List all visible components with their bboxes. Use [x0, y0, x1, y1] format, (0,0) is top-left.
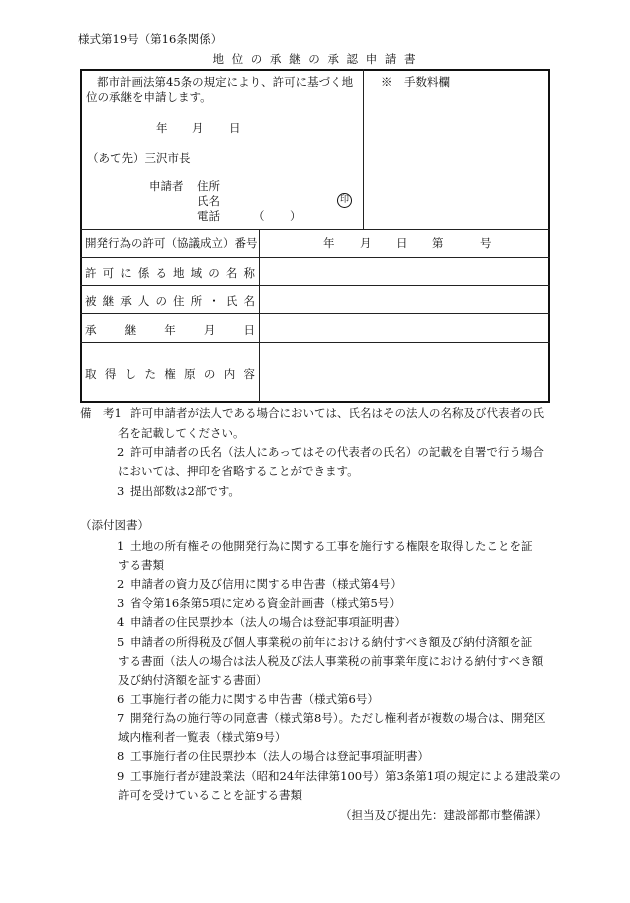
address-label: 住所 [197, 179, 220, 193]
application-statement-cont: 位の承継を申請します。 [86, 90, 212, 104]
attachment-text: 土地の所有権その他開発行為に関する工事を施行する権限を取得したことを証 [130, 539, 533, 553]
table-rule [80, 229, 550, 230]
permit-go-label: 号 [480, 236, 492, 250]
table-rule [80, 285, 550, 286]
remark-3-number: 3 [117, 484, 125, 498]
table-rule [80, 313, 550, 314]
attachment-number: 5 [117, 635, 125, 649]
application-statement: 都市計画法第45条の規定により、許可に基づく地 [97, 75, 354, 89]
contact-info: （担当及び提出先：建設部都市整備課） [340, 808, 547, 822]
label-column-divider [259, 229, 260, 402]
name-label: 氏名 [197, 194, 220, 208]
succession-date-label: 承 継 年 月 日 [85, 323, 255, 337]
area-name-label: 許 可 に 係 る 地 域 の 名 称 [85, 266, 255, 280]
remarks-heading: 備 考1 [80, 406, 122, 420]
acquired-rights-label: 取 得 し た 権 原 の 内 容 [85, 367, 255, 381]
phone-paren-open: （ [253, 209, 265, 223]
remark-1-text-cont: 名を記載してください。 [118, 426, 245, 440]
predecessor-label: 被 継 承 人 の 住 所 ・ 氏 名 [85, 294, 255, 308]
remark-2-number: 2 [117, 445, 125, 459]
table-rule [80, 342, 550, 343]
applicant-label: 申請者 [149, 179, 184, 193]
permit-dai-label: 第 [432, 236, 444, 250]
permit-number-label: 開発行為の許可（協議成立）番号 [85, 236, 258, 250]
attachment-text-cont: 及び納付済額を証する書面） [118, 673, 268, 687]
fee-column-divider [363, 69, 364, 230]
date-month-label: 月 [192, 121, 204, 135]
attachment-text-cont: 許可を受けていることを証する書類 [118, 788, 302, 802]
attachment-text: 申請者の資力及び信用に関する申告書（様式第4号） [130, 577, 402, 591]
attachment-text: 工事施行者の住民票抄本（法人の場合は登記事項証明書） [130, 749, 429, 763]
phone-paren-close: ） [290, 209, 302, 223]
form-number: 様式第19号（第16条関係） [78, 32, 223, 46]
addressee: （あて先）三沢市長 [87, 151, 191, 165]
attachment-text-cont: 域内権利者一覧表（様式第9号） [118, 730, 287, 744]
attachment-number: 7 [117, 711, 125, 725]
seal-mark: 印 [337, 193, 352, 208]
attachments-heading: （添付図書） [80, 518, 149, 532]
attachment-number: 8 [117, 749, 125, 763]
attachment-text: 申請者の住民票抄本（法人の場合は登記事項証明書） [130, 615, 406, 629]
attachment-number: 9 [117, 769, 125, 783]
attachment-text: 工事施行者の能力に関する申告書（様式第6号） [130, 692, 379, 706]
attachment-number: 3 [117, 596, 125, 610]
table-rule [80, 257, 550, 258]
attachment-text: 申請者の所得税及び個人事業税の前年における納付すべき額及び納付済額を証 [130, 635, 533, 649]
attachment-text: 省令第16条第5項に定める資金計画書（様式第5号） [130, 596, 401, 610]
attachment-number: 4 [117, 615, 125, 629]
remark-3-text: 提出部数は2部です。 [130, 484, 240, 498]
date-day-label: 日 [229, 121, 241, 135]
attachment-number: 2 [117, 577, 125, 591]
remark-2-text-cont: においては、押印を省略することができます。 [118, 464, 359, 478]
attachment-text-cont: する書類 [118, 558, 164, 572]
remark-2-text: 許可申請者の氏名（法人にあってはその代表者の氏名）の記載を自署で行う場合 [130, 445, 544, 459]
attachment-number: 1 [117, 539, 125, 553]
fee-label: ※ 手数料欄 [381, 75, 450, 89]
date-year-label: 年 [156, 121, 168, 135]
attachment-text: 開発行為の施行等の同意書（様式第8号）。ただし権利者が複数の場合は、開発区 [130, 711, 546, 725]
permit-year-label: 年 [323, 236, 335, 250]
attachment-number: 6 [117, 692, 125, 706]
phone-label: 電話 [197, 209, 220, 223]
document-title: 地 位 の 承 継 の 承 認 申 請 書 [212, 52, 418, 66]
permit-month-label: 月 [360, 236, 372, 250]
permit-day-label: 日 [396, 236, 408, 250]
attachment-text: 工事施行者が建設業法（昭和24年法律第100号）第3条第1項の規定による建設業の [130, 769, 561, 783]
attachment-text-cont: する書面（法人の場合は法人税及び法人事業税の前事業年度における納付すべき額 [118, 654, 544, 668]
remark-1-text: 許可申請者が法人である場合においては、氏名はその法人の名称及び代表者の氏 [130, 406, 544, 420]
